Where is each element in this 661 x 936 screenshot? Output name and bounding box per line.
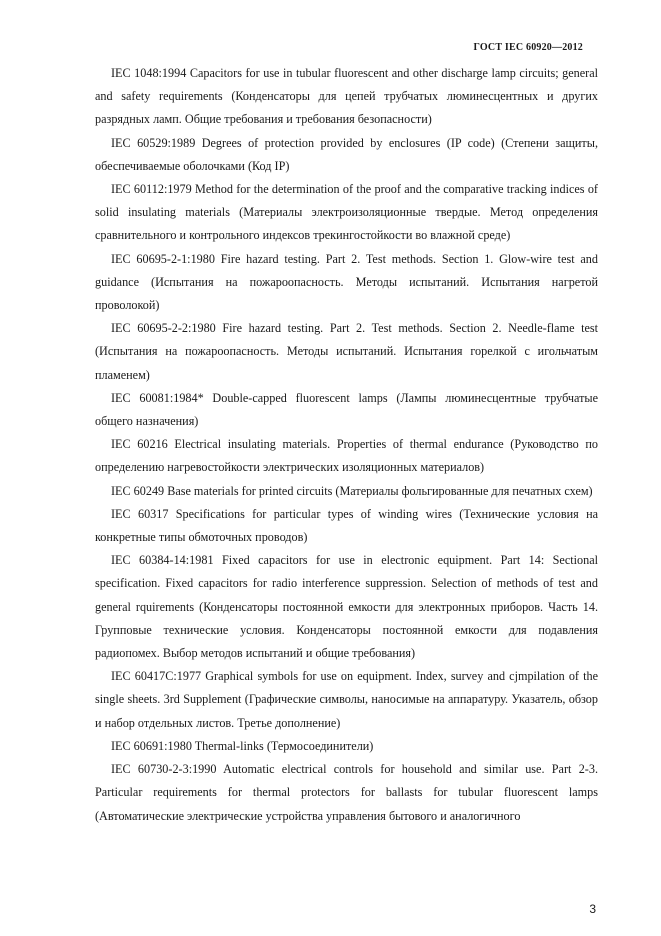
references-list [95, 62, 598, 828]
reference-paragraph: IEC 60695-2-1:1980 Fire hazard testing. Part 2. Test methods. Section 1. Glow-wire test and guidance (Испытания на пожароопасность. Методы испытаний. Испытания нагретой проволокой) [95, 251, 598, 313]
reference-paragraph: IEC 60691:1980 Thermal-links (Термосоединители) [111, 738, 374, 753]
reference-paragraph: IEC 60384-14:1981 Fixed capacitors for use in electronic equipment. Part 14: Sectional specification. Fixed capacitors for radio interference suppression. Selection of methods of test and general rquirements (Конденсаторы постоянной емкости для электронных приборов. Часть 14. Групповые технические условия. Конденсаторы постоянной емкости для подавления радиопомех. Выбор методов испытаний и общие требования) [95, 553, 598, 661]
reference-paragraph: IEC 60695-2-2:1980 Fire hazard testing. Part 2. Test methods. Section 2. Needle-flame test (Испытания на пожароопасность. Методы испытаний. Испытания горелкой с игольчатым пламенем) [95, 321, 598, 382]
reference-paragraph: IEC 60216 Electrical insulating materials. Properties of thermal endurance (Руководство по определению нагревостойкости электрических изоляционных материалов) [95, 437, 598, 475]
page-number: 3 [589, 902, 596, 916]
reference-paragraph: IEC 60112:1979 Method for the determination of the proof and the comparative tracking indices of solid insulating materials (Материалы электроизоляционные твердые. Метод определения сравнительного и контрольного индексов трекингостойкости во влажной среде) [95, 182, 598, 243]
reference-paragraph: IEC 60730-2-3:1990 Automatic electrical controls for household and similar use. Part 2-3. Particular requirements for thermal protectors for ballasts for tubular fluorescent lamps (Автоматические электрические устройства управления бытового и аналогичного [95, 762, 598, 823]
reference-paragraph: IEC 1048:1994 Capacitors for use in tubular fluorescent and other discharge lamp circuits; general and safety requirements (Конденсаторы для цепей трубчатых люминесцентных и других разрядных ламп. Общие требования и требования безопасности) [95, 66, 598, 127]
reference-paragraph: IEC 60417C:1977 Graphical symbols for use on equipment. Index, survey and cjmpilation of the single sheets. 3rd Supplement (Графические символы, наносимые на аппаратуру. Указатель, обзор и набор отдельных листов. Третье дополнение) [95, 669, 598, 730]
reference-paragraph: IEC 60317 Specifications for particular types of winding wires (Технические условия на конкретные типы обмоточных проводов) [95, 506, 598, 545]
reference-paragraph: IEC 60081:1984* Double-capped fluorescent lamps (Лампы люминесцентные трубчатые общего назначения) [95, 390, 598, 429]
reference-paragraph: IEC 60249 Base materials for printed circuits (Материалы фольгированные для печатных схем) [111, 483, 593, 498]
document-header: ГОСТ IEC 60920—2012 [473, 42, 583, 53]
reference-paragraph: IEC 60529:1989 Degrees of protection provided by enclosures (IP code) (Степени защиты, обеспечиваемые оболочками (Код IP) [95, 135, 598, 173]
